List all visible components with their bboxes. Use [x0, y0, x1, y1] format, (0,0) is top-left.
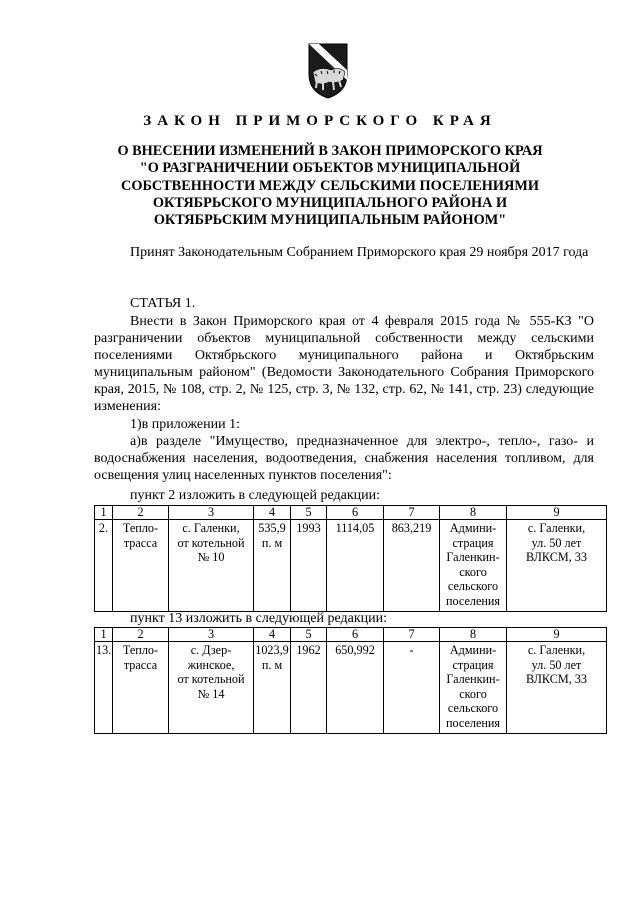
cell-line: Галенкин-	[446, 672, 500, 687]
object-address	[169, 642, 254, 734]
column-number: 5	[291, 628, 327, 642]
column-number: 6	[327, 628, 384, 642]
cell-line: от котельной	[177, 672, 245, 687]
adoption-note: Принят Законодательным Собранием Приморского края 29 ноября 2017 года	[130, 245, 589, 260]
value-col7: -	[384, 642, 440, 734]
cell-line: ского	[459, 564, 487, 579]
cell-line: 1023,9	[255, 643, 289, 657]
cell-line: жинское,	[187, 657, 235, 672]
object-length	[254, 520, 291, 612]
column-number: 6	[327, 506, 384, 520]
column-number: 7	[384, 628, 440, 642]
column-number: 4	[254, 628, 291, 642]
cell-line: Админи-	[449, 521, 497, 535]
cell-line: ул. 50 лет	[531, 535, 582, 550]
cell-line: сельского	[447, 579, 499, 594]
cell-line: с. Галенки,	[182, 521, 240, 535]
law-heading	[100, 143, 560, 229]
object-name	[113, 642, 169, 734]
column-number: 5	[291, 506, 327, 520]
cell-line: страция	[452, 657, 494, 672]
value-col6: 1114,05	[327, 520, 384, 612]
cell-line: п. м	[261, 535, 283, 550]
subclause-1: 1)в приложении 1:	[130, 417, 240, 432]
table-row	[95, 520, 607, 612]
article-heading: СТАТЬЯ 1.	[130, 296, 196, 311]
coat-of-arms-icon	[301, 40, 355, 100]
column-number: 3	[169, 628, 254, 642]
object-length	[254, 642, 291, 734]
item-number: 2.	[95, 520, 113, 612]
item-number: 13.	[95, 642, 113, 734]
column-number: 9	[507, 506, 607, 520]
object-name	[113, 520, 169, 612]
holder-address	[507, 520, 607, 612]
holder-name	[440, 642, 507, 734]
point13-table	[94, 627, 607, 734]
column-number: 8	[440, 506, 507, 520]
cell-line: ВЛКСМ, 33	[525, 672, 587, 687]
heading-line: СОБСТВЕННОСТИ МЕЖДУ СЕЛЬСКИМИ ПОСЕЛЕНИЯМИ	[121, 177, 539, 194]
cell-line: 535,9	[258, 521, 286, 535]
cell-line: Админи-	[449, 643, 497, 657]
value-col7: 863,219	[384, 520, 440, 612]
column-number: 2	[113, 628, 169, 642]
heading-line: ОКТЯБРЬСКОГО МУНИЦИПАЛЬНОГО РАЙОНА И	[152, 194, 508, 211]
column-number: 4	[254, 506, 291, 520]
column-number: 1	[95, 628, 113, 642]
subclause-a: а)в разделе "Имущество, предназначенное для электро-, тепло-, газо- и водоснабжения населения, водоотведения, снабжения населения топливом, для освещения улиц населенных пунктов поселения":	[94, 434, 594, 484]
table-row	[95, 642, 607, 734]
cell-line: Тепло-	[122, 643, 159, 657]
cell-line: страция	[452, 535, 494, 550]
object-year: 1962	[291, 642, 327, 734]
point13-intro: пункт 13 изложить в следующей редакции:	[130, 611, 387, 626]
holder-address	[507, 642, 607, 734]
point2-table	[94, 505, 607, 612]
law-title: ЗАКОН ПРИМОРСКОГО КРАЯ	[143, 113, 497, 129]
cell-line: с. Галенки,	[527, 643, 586, 657]
column-number: 1	[95, 506, 113, 520]
cell-line: трасса	[123, 657, 158, 672]
cell-line: с. Дзер-	[190, 643, 232, 657]
cell-line: трасса	[123, 535, 158, 550]
heading-line: "О РАЗГРАНИЧЕНИИ ОБЪЕКТОВ МУНИЦИПАЛЬНОЙ	[139, 160, 521, 177]
cell-line: п. м	[261, 657, 283, 672]
cell-line: сельского	[447, 701, 499, 716]
cell-line: № 14	[197, 686, 225, 701]
column-number: 7	[384, 506, 440, 520]
cell-line: Галенкин-	[446, 550, 500, 565]
cell-line: ул. 50 лет	[531, 657, 582, 672]
object-address	[169, 520, 254, 612]
cell-line: ВЛКСМ, 33	[525, 550, 587, 565]
column-number: 8	[440, 628, 507, 642]
cell-line: поселения	[445, 715, 501, 730]
article-body: Внести в Закон Приморского края от 4 февраля 2015 года № 555-КЗ "О разграничении объектов муниципальной собственности между сельскими поселениями Октябрьского муниципального района и Октябрьским муниципальным районом" (Ведомости Законодательного Собрания Приморского края, 2015, № 108, стр. 2, № 125, стр. 3, № 132, стр. 62, № 141, стр. 23) следующие изменения:	[94, 314, 594, 415]
column-number: 3	[169, 506, 254, 520]
object-year: 1993	[291, 520, 327, 612]
value-col6: 650,992	[327, 642, 384, 734]
column-number: 2	[113, 506, 169, 520]
heading-line: ОКТЯБРЬСКИМ МУНИЦИПАЛЬНЫМ РАЙОНОМ"	[153, 212, 507, 229]
cell-line: Тепло-	[122, 521, 159, 535]
column-number-row	[95, 506, 607, 520]
column-number: 9	[507, 628, 607, 642]
column-number-row	[95, 628, 607, 642]
cell-line: № 10	[197, 550, 225, 565]
holder-name	[440, 520, 507, 612]
cell-line: поселения	[445, 593, 501, 608]
cell-line: с. Галенки,	[527, 521, 586, 535]
cell-line: от котельной	[177, 535, 245, 550]
heading-line: О ВНЕСЕНИИ ИЗМЕНЕНИЙ В ЗАКОН ПРИМОРСКОГО КРАЯ	[117, 143, 543, 159]
cell-line: ского	[459, 686, 487, 701]
point2-intro: пункт 2 изложить в следующей редакции:	[130, 488, 380, 503]
